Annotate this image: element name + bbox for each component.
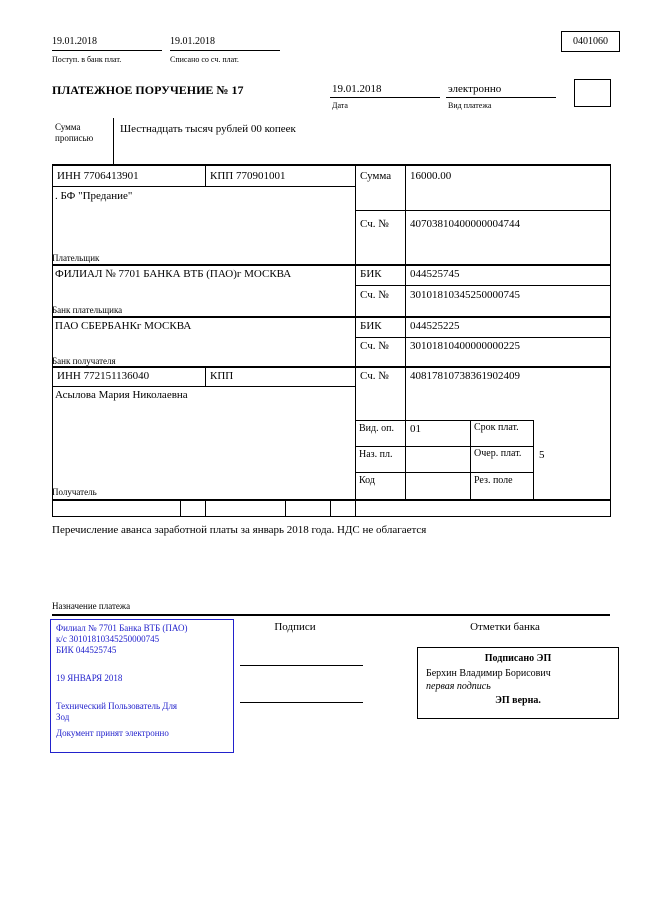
code-label: Код <box>359 475 375 486</box>
grid-line <box>52 386 355 387</box>
payee-bank-name: ПАО СБЕРБАНКг МОСКВА <box>55 320 192 332</box>
payer-bank-name: ФИЛИАЛ № 7701 БАНКА ВТБ (ПАО)г МОСКВА <box>55 268 292 280</box>
grid-line <box>355 420 533 421</box>
term-label: Срок плат. <box>474 422 519 433</box>
debited-date: 19.01.2018 <box>170 36 215 47</box>
grid-line <box>355 472 533 473</box>
amount-words-label-2: прописью <box>55 133 94 143</box>
grid-line <box>205 367 206 386</box>
payer-inn: ИНН 7706413901 <box>57 170 139 182</box>
grid-line <box>470 420 471 500</box>
grid-line <box>205 164 206 186</box>
amount-words-label-1: Сумма <box>55 122 81 132</box>
payer-bank-account-label: Сч. № <box>360 289 389 301</box>
document-date-label: Дата <box>332 101 348 110</box>
grid-line <box>52 164 53 517</box>
esign-signer-name: Берхин Владимир Борисович <box>426 668 551 679</box>
priority-value: 5 <box>539 449 545 461</box>
form-code: 0401060 <box>573 36 608 47</box>
payer-bank-section-label: Банк плательщика <box>52 305 123 315</box>
stamp-corr-account: к/с 30101810345250000745 <box>56 634 160 644</box>
esign-verified: ЭП верна. <box>495 695 541 706</box>
priority-label: Очер. плат. <box>474 448 522 459</box>
document-date: 19.01.2018 <box>332 83 382 95</box>
grid-line <box>355 337 610 338</box>
grid-line <box>355 285 610 286</box>
grid-line <box>355 446 533 447</box>
payee-bank-bik-value: 044525225 <box>410 320 460 332</box>
document-title: ПЛАТЕЖНОЕ ПОРУЧЕНИЕ № 17 <box>52 83 244 97</box>
grid-line <box>355 210 610 211</box>
sum-label: Сумма <box>360 170 392 182</box>
payment-purpose-text: Перечисление аванса заработной платы за январь 2018 года. НДС не облагается <box>52 524 427 536</box>
payment-purpose-label: Назначение платежа <box>52 601 131 611</box>
document-date-underline <box>330 97 440 98</box>
reserve-field-label: Рез. поле <box>474 475 513 486</box>
grid-line <box>533 420 534 500</box>
stamp-date: 19 ЯНВАРЯ 2018 <box>56 673 123 683</box>
payment-type-label: Вид платежа <box>448 101 492 110</box>
payment-type-underline <box>446 97 556 98</box>
payer-bank-bik-label: БИК <box>360 268 382 280</box>
grid-line <box>52 614 610 616</box>
signatures-label: Подписи <box>274 621 316 633</box>
grid-line <box>52 264 610 266</box>
debited-date-label: Списано со сч. плат. <box>170 55 239 64</box>
received-date-underline <box>52 50 162 51</box>
amount-in-words: Шестнадцать тысяч рублей 00 копеек <box>120 123 296 135</box>
payee-name: Асылова Мария Николаевна <box>55 389 188 401</box>
signature-line-2 <box>240 702 363 703</box>
grid-line <box>330 500 331 517</box>
amount-words-divider <box>113 118 114 165</box>
grid-line <box>52 186 355 187</box>
esign-title: Подписано ЭП <box>484 653 552 664</box>
grid-line <box>52 366 610 368</box>
payee-bank-account-label: Сч. № <box>360 340 389 352</box>
grid-line <box>180 500 181 517</box>
stamp-bank-name: Филиал № 7701 Банка ВТБ (ПАО) <box>56 623 188 633</box>
signature-line-1 <box>240 665 363 666</box>
grid-line <box>52 316 610 318</box>
stamp-accepted-note: Документ принят электронно <box>56 728 169 738</box>
payer-account-value: 40703810400000004744 <box>410 218 520 230</box>
stamp-bik: БИК 044525745 <box>56 645 117 655</box>
payee-section-label: Получатель <box>52 487 97 497</box>
payer-kpp: КПП 770901001 <box>210 170 286 182</box>
received-date-label: Поступ. в банк плат. <box>52 55 122 64</box>
payment-type-value: электронно <box>448 83 502 95</box>
payee-inn: ИНН 772151136040 <box>57 370 150 382</box>
esign-signer-role: первая подпись <box>426 681 491 692</box>
stamp-user-line-1: Технический Пользователь Для <box>56 701 178 711</box>
bank-stamp <box>50 619 234 753</box>
payee-account-value: 40817810738361902409 <box>410 370 520 382</box>
bank-marks-label: Отметки банка <box>470 621 540 633</box>
purpose-code-label: Наз. пл. <box>359 449 393 460</box>
payee-account-label: Сч. № <box>360 370 389 382</box>
payer-bank-account-value: 30101810345250000745 <box>410 289 520 301</box>
payer-name: . БФ "Предание" <box>55 190 133 202</box>
payer-account-label: Сч. № <box>360 218 389 230</box>
payer-bank-bik-value: 044525745 <box>410 268 460 280</box>
payer-section-label: Плательщик <box>52 253 100 263</box>
grid-line <box>52 164 610 166</box>
sum-value: 16000.00 <box>410 170 452 182</box>
payee-bank-account-value: 30101810400000000225 <box>410 340 520 352</box>
grid-line <box>355 500 356 517</box>
grid-line <box>610 164 611 517</box>
esign-box <box>417 647 619 719</box>
stamp-user-line-2: Зод <box>56 712 70 722</box>
grid-line <box>52 499 610 501</box>
payee-bank-bik-label: БИК <box>360 320 382 332</box>
grid-line <box>52 516 610 517</box>
grid-line <box>205 500 206 517</box>
op-type-label: Вид. оп. <box>359 423 394 434</box>
payee-bank-section-label: Банк получателя <box>52 356 116 366</box>
grid-line <box>285 500 286 517</box>
payee-kpp-label: КПП <box>210 370 234 382</box>
grid-line <box>405 164 406 500</box>
grid-line <box>355 164 356 500</box>
form-code-box <box>561 31 620 52</box>
op-type-value: 01 <box>410 423 421 435</box>
debited-date-underline <box>170 50 280 51</box>
received-date: 19.01.2018 <box>52 36 97 47</box>
payment-kind-box <box>574 79 611 107</box>
